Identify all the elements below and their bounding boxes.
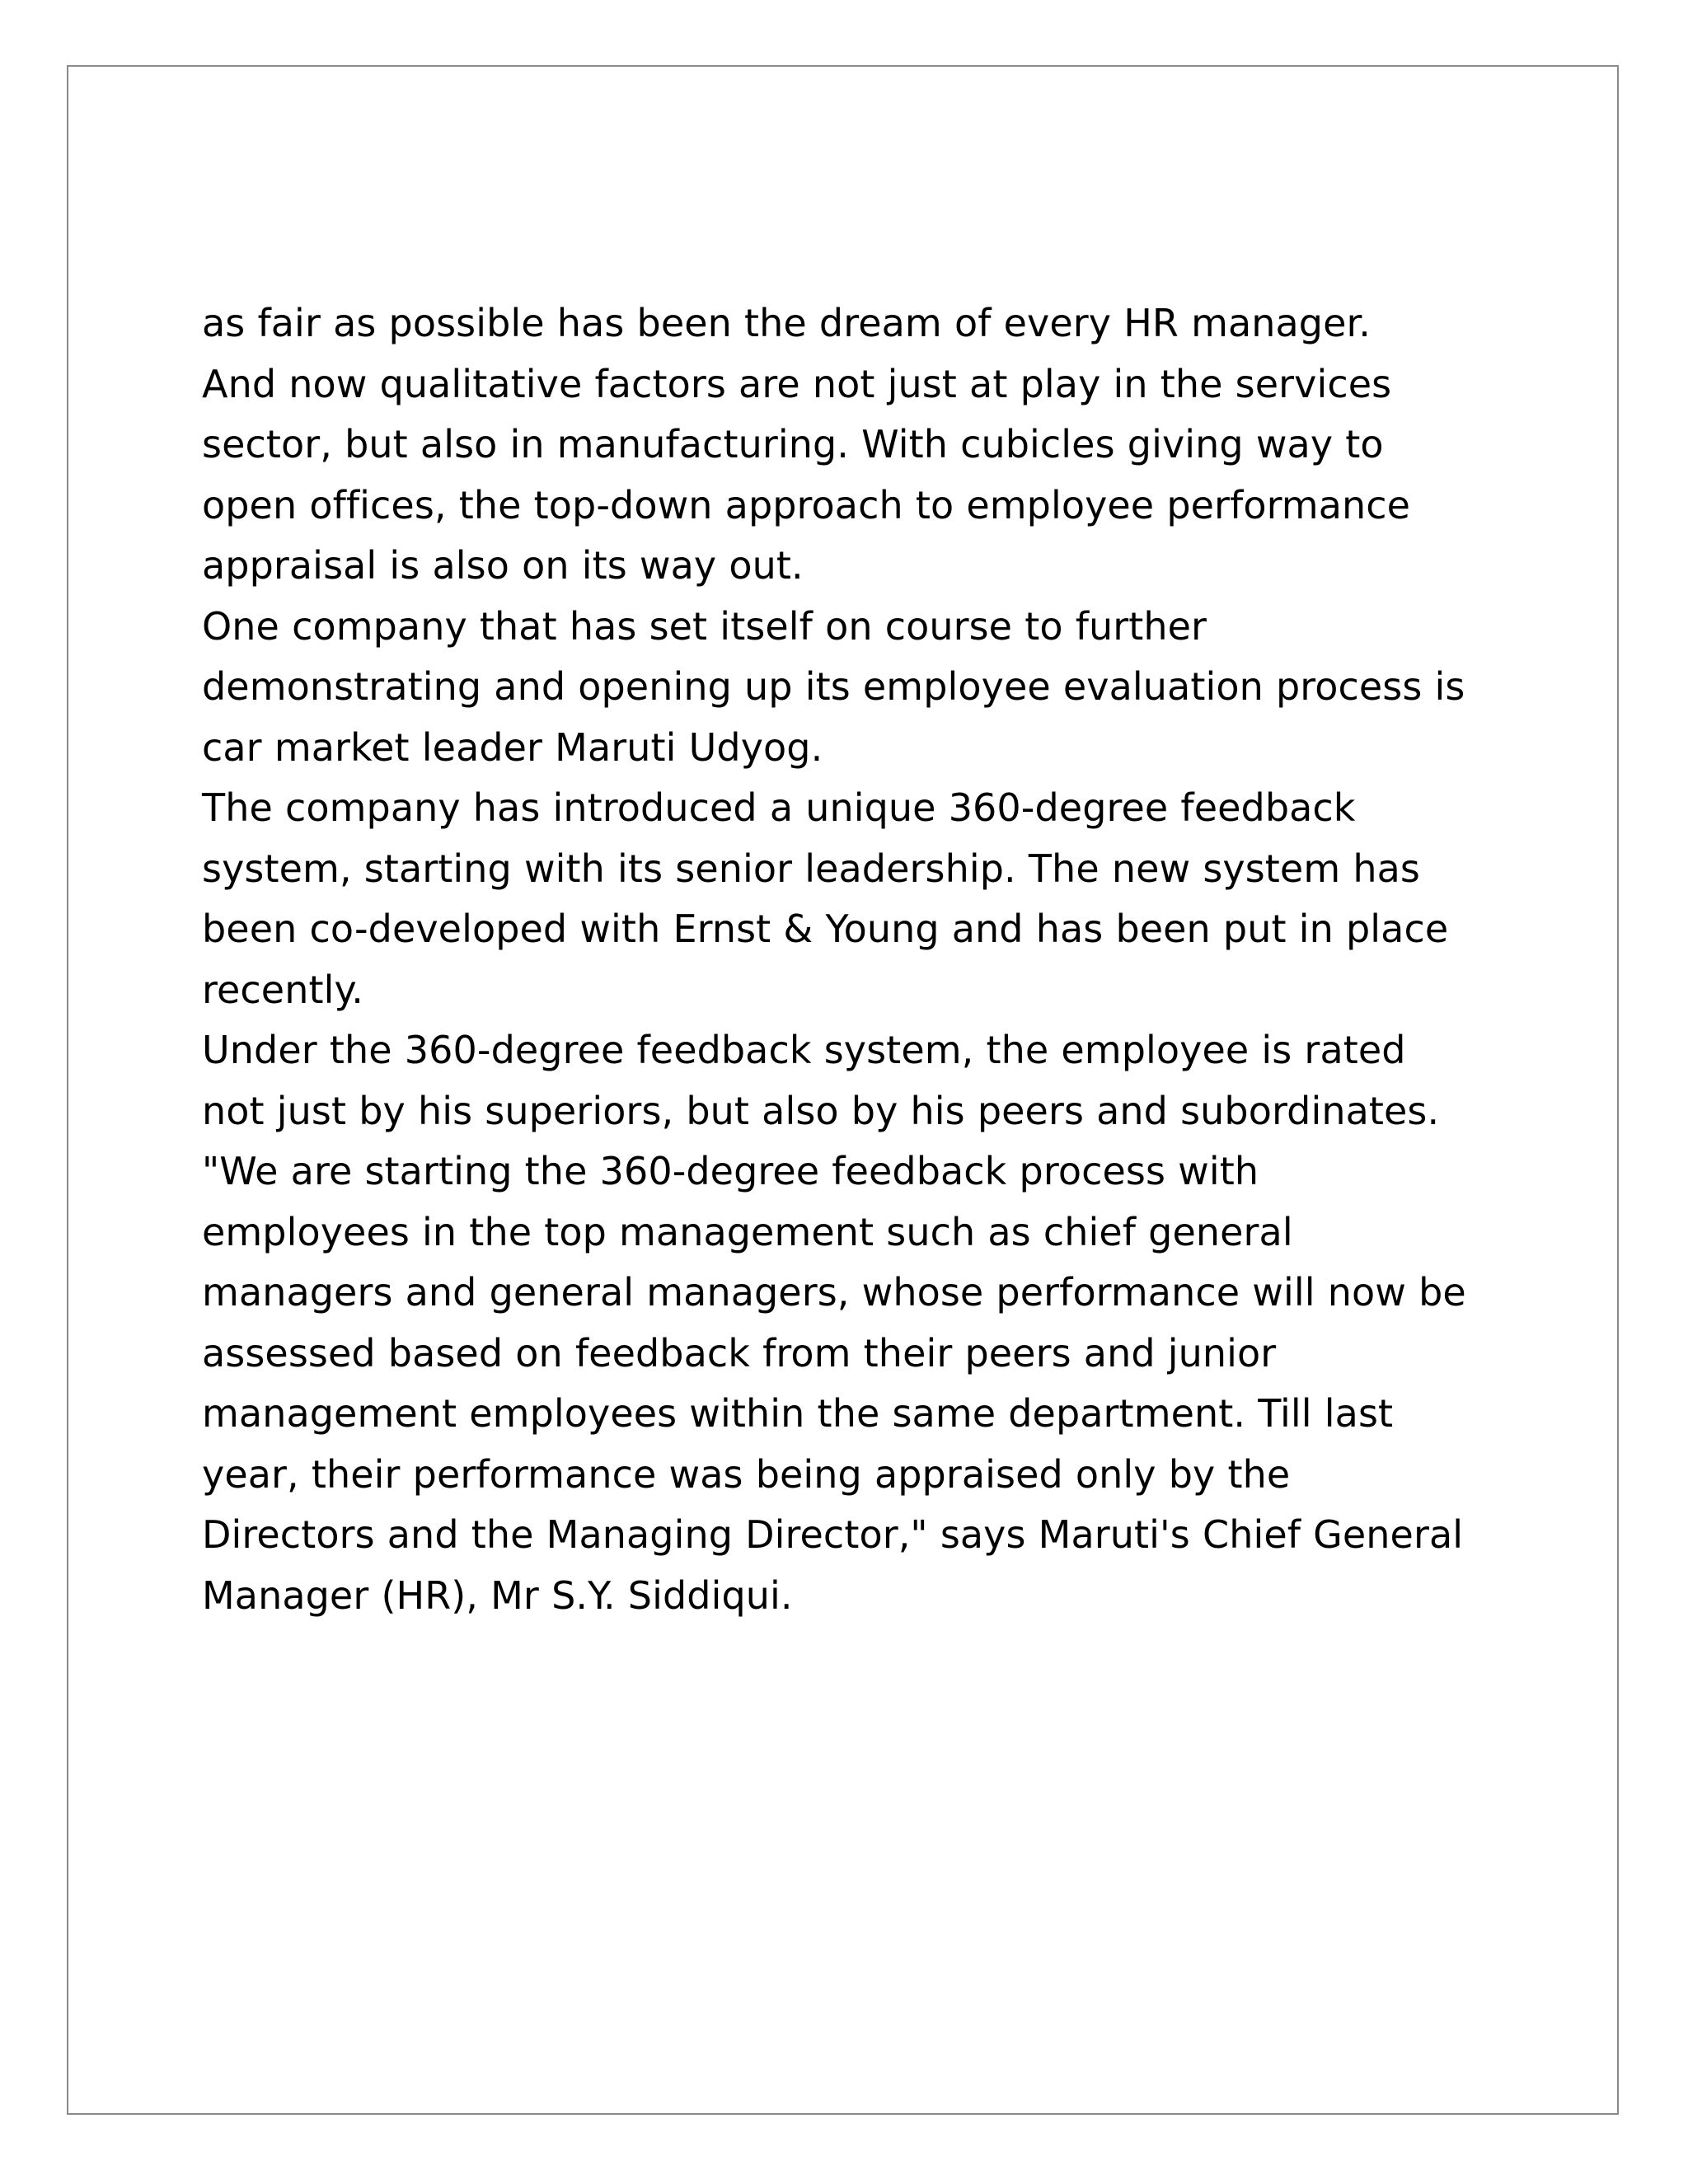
paragraph-1: as fair as possible has been the dream of every HR manager. — [202, 301, 1372, 345]
paragraph-2: And now qualitative factors are not just at play in the services sector, but also in manufacturing. With cubicles giving way to open offices, the top-down approach to employee performance appraisal is also on its way out. — [202, 361, 1411, 588]
paragraph-6: "We are starting the 360-degree feedback process with employees in the top management such as chief general managers and general managers, whose performance will now be assessed based on feedback from their peers and junior management employees within the same department. Till last year, their performance was being appraised only by the Directors and the Managing Director," says Maruti's Chief General Manager (HR), Mr S.Y. Siddiqui. — [202, 1149, 1466, 1618]
paragraph-3: One company that has set itself on course to further demonstrating and opening up its employee evaluation process is car market leader Maruti Udyog. — [202, 603, 1465, 770]
document-page-sheet — [67, 65, 1619, 2115]
paragraph-5: Under the 360-degree feedback system, the employee is rated not just by his superiors, but also by his peers and subordinates. — [202, 1028, 1440, 1133]
document-text-body — [202, 293, 1471, 1626]
paragraph-4: The company has introduced a unique 360-degree feedback system, starting with its senior leadership. The new system has been co-developed with Ernst & Young and has been put in place recently. — [202, 785, 1449, 1012]
